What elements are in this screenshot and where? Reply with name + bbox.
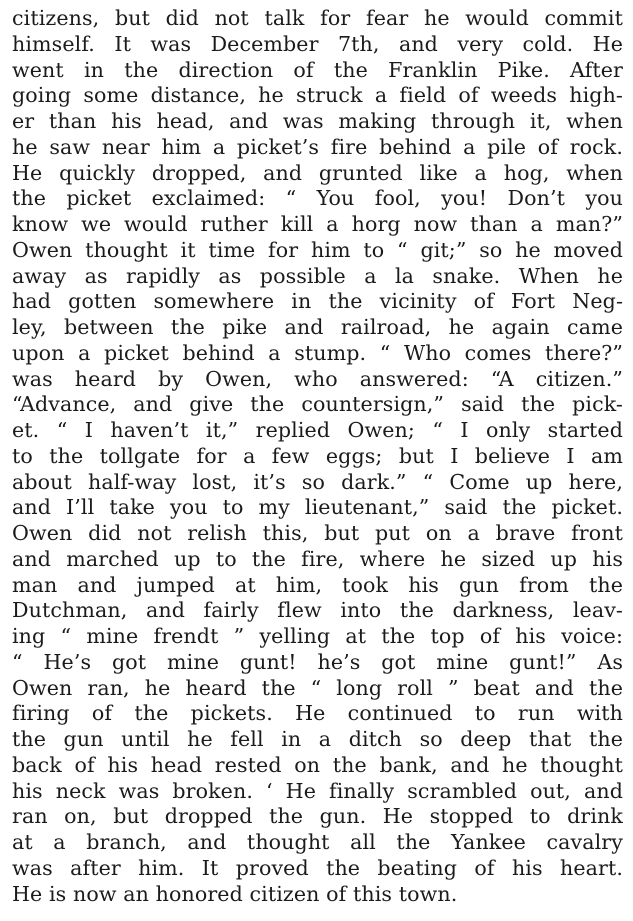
text-line: the picket exclaimed: “ You fool, you! Don’t you bbox=[12, 186, 623, 211]
text-line: away as rapidly as possible a la snake. When he bbox=[12, 263, 623, 288]
text-line: went in the direction of the Franklin Pike. After bbox=[12, 57, 623, 82]
text-line: had gotten somewhere in the vicinity of Fort Neg- bbox=[12, 289, 623, 314]
text-line: “Advance, and give the countersign,” said the pick- bbox=[12, 392, 623, 417]
text-line: about half-way lost, it’s so dark.” “ Come up here, bbox=[12, 469, 623, 494]
text-line: et. “ I haven’t it,” replied Owen; “ I only started bbox=[12, 418, 623, 442]
text-line: was heard by Owen, who answered: “A citizen.” bbox=[12, 366, 623, 391]
text-line: ing “ mine frendt ” yelling at the top of his voice: bbox=[12, 624, 623, 648]
text-line: going some distance, he struck a field of weeds high- bbox=[12, 83, 623, 108]
text-line: at a branch, and thought all the Yankee cavalry bbox=[12, 830, 623, 854]
text-line: and I’ll take you to my lieutenant,” said the picket. bbox=[12, 495, 623, 520]
text-line: man and jumped at him, took his gun from the bbox=[12, 572, 623, 597]
text-line: He quickly dropped, and grunted like a hog, when bbox=[12, 160, 623, 185]
document-page bbox=[12, 6, 623, 907]
text-line: he saw near him a picket’s fire behind a pile of rock. bbox=[12, 134, 623, 159]
text-line: citizens, but did not talk for fear he would commit bbox=[12, 6, 623, 30]
text-line: He is now an honored citizen of this town. bbox=[12, 881, 458, 906]
text-line: Owen did not relish this, but put on a brave front bbox=[12, 521, 623, 545]
text-line: and marched up to the fire, where he sized up his bbox=[12, 546, 623, 571]
text-line: upon a picket behind a stump. “ Who comes there?” bbox=[12, 340, 623, 365]
text-line: “ He’s got mine gunt! he’s got mine gunt!” As bbox=[12, 649, 623, 674]
text-line: to the tollgate for a few eggs; but I believe I am bbox=[12, 443, 623, 468]
text-line: ran on, but dropped the gun. He stopped to drink bbox=[12, 804, 623, 829]
text-line: Dutchman, and fairly flew into the darkness, leav- bbox=[12, 598, 623, 623]
text-line: the gun until he fell in a ditch so deep that the bbox=[12, 727, 623, 751]
text-line: know we would ruther kill a horg now than a man?” bbox=[12, 212, 623, 236]
text-line: his neck was broken. ‘ He finally scrambled out, and bbox=[12, 778, 623, 803]
text-line: Owen ran, he heard the “ long roll ” beat and the bbox=[12, 675, 623, 700]
text-line: back of his head rested on the bank, and he thought bbox=[12, 752, 623, 777]
text-line: Owen thought it time for him to “ git;” so he moved bbox=[12, 237, 623, 262]
text-line: ley, between the pike and railroad, he again came bbox=[12, 315, 623, 339]
text-line: was after him. It proved the beating of his heart. bbox=[12, 855, 623, 880]
text-line: er than his head, and was making through it, when bbox=[12, 109, 623, 133]
text-line: himself. It was December 7th, and very cold. He bbox=[12, 31, 623, 56]
text-line: firing of the pickets. He continued to run with bbox=[12, 701, 623, 726]
